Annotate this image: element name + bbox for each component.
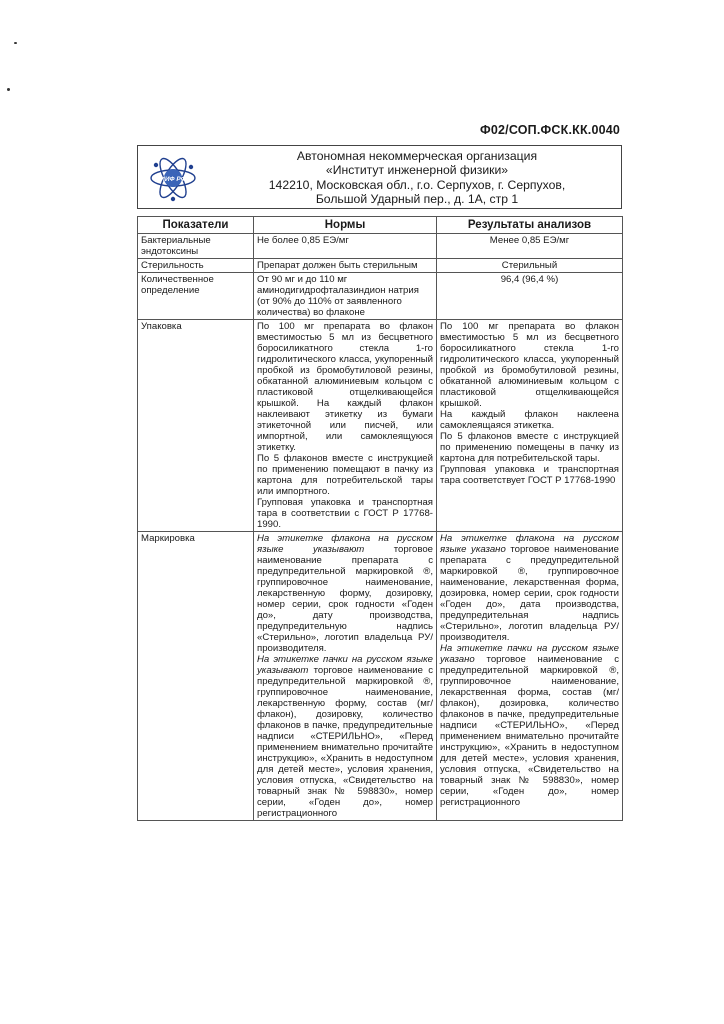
norm-assay: От 90 мг и до 110 мг аминодигидрофталазиндион натрия (от 90% до 110% от заявленного количества) во флаконе — [254, 273, 437, 320]
norm-labeling-vial-text: торговое наименование препарата с предупредительной маркировкой ®, группировочное наименование, лекарственную форму, дозировку, номер серии, срок годности «Годен до», дату производства, предупредительную надпись «Стерильно», логотип владельца РУ/производителя. — [257, 544, 433, 654]
table-row — [138, 273, 623, 320]
result-labeling-pack-intro: На этикетке пачки на русском языке указано — [440, 643, 619, 665]
table-row — [138, 320, 623, 532]
table-header-row — [138, 217, 623, 234]
norm-labeling-vial — [257, 533, 433, 654]
indicator-assay: Количественное определение — [138, 273, 254, 320]
header-indicators: Показатели — [138, 217, 254, 234]
result-packaging-p3: По 5 флаконов вместе с инструкцией по применению помещены в пачку из картона для потребительской тары. — [440, 431, 619, 464]
result-labeling — [437, 532, 623, 821]
scan-speck — [7, 88, 10, 91]
header-results: Результаты анализов — [437, 217, 623, 234]
table-row — [138, 532, 623, 821]
indicator-labeling: Маркировка — [138, 532, 254, 821]
result-endotoxins: Менее 0,85 ЕЭ/мг — [437, 234, 623, 259]
result-assay: 96,4 (96,4 %) — [437, 273, 623, 320]
norm-endotoxins: Не более 0,85 ЕЭ/мг — [254, 234, 437, 259]
organization-header — [137, 145, 622, 209]
organization-details — [213, 149, 621, 207]
document-code: Ф02/СОП.ФСК.КК.0040 — [480, 123, 621, 137]
norm-labeling — [254, 532, 437, 821]
indicator-sterility: Стерильность — [138, 259, 254, 273]
table-row — [138, 259, 623, 273]
org-address-line2: Большой Ударный пер., д. 1А, стр 1 — [315, 192, 519, 207]
org-type: Автономная некоммерческая организация — [296, 149, 538, 163]
results-table — [137, 216, 623, 821]
norm-sterility: Препарат должен быть стерильным — [254, 259, 437, 273]
result-labeling-vial — [440, 533, 619, 643]
norm-packaging-p1: По 100 мг препарата во флакон вместимостью 5 мл из бесцветного боросиликатного стекла 1-го гидролитического класса, укупоренный пробкой из бромобутиловой резины, обкатанной алюминиевым кольцом с пластиковой отщелкивающейся крышкой. На каждый флакон наклеивают этикетку из бумаги этикеточной или писчей, или импортной, или самоклеящуюся этикетку. — [257, 321, 433, 453]
result-packaging-p1: По 100 мг препарата во флакон вместимостью 5 мл из бесцветного боросиликатного стекла 1-го гидролитического класса, укупоренный пробкой из бромобутиловой резины, обкатанной алюминиевым кольцом с пластиковой отщелкивающейся крышкой. — [440, 321, 619, 409]
norm-labeling-pack-intro: На этикетке пачки на русском языке указывают — [257, 654, 433, 676]
indicator-endotoxins: Бактериальные эндотоксины — [138, 234, 254, 259]
result-packaging-p2: На каждый флакон наклеена самоклеящаяся этикетка. — [440, 409, 619, 431]
norm-packaging-p2: По 5 флаконов вместе с инструкцией по применению помещают в пачку из картона для потребительской тары или импортного. — [257, 453, 433, 497]
result-labeling-pack — [440, 643, 619, 808]
result-packaging — [437, 320, 623, 532]
org-name: «Институт инженерной физики» — [325, 163, 509, 178]
norm-labeling-vial-intro: На этикетке флакона на русском языке указывают — [257, 533, 433, 555]
norm-labeling-pack-text: торговое наименование с предупредительной маркировкой ®, группировочное наименование, лекарственную форму, состав (мг/флакон), дозировку, количество флаконов в пачке, предупредительные надписи «СТЕРИЛЬНО», «Перед применением внимательно прочитайте инструкцию», «Хранить в недоступном для детей месте», условия хранения, условия отпуска, «Свидетельство на товарный знак № 598830», номер серии, «Годен до», номер регистрационного — [257, 665, 433, 819]
org-address-line1: 142210, Московская обл., г.о. Серпухов, г. Серпухов, — [268, 177, 566, 192]
norm-packaging-p3: Групповая упаковка и транспортная тара в соответствии с ГОСТ Р 17768-1990. — [257, 497, 433, 530]
result-labeling-vial-intro: На этикетке флакона на русском языке указано — [440, 533, 619, 555]
scan-speck — [14, 42, 17, 44]
table-row — [138, 234, 623, 259]
header-norms: Нормы — [254, 217, 437, 234]
norm-labeling-pack — [257, 654, 433, 819]
result-packaging-p4: Групповая упаковка и транспортная тара соответствует ГОСТ Р 17768-1990 — [440, 464, 619, 486]
result-labeling-vial-text: торговое наименование препарата с предупредительной маркировкой ®, группировочное наименование, лекарственная форма, дозировка, номер серии, срок годности «Годен до», дата производства, предупредительная надпись «Стерильно», логотип владельца РУ/производителя. — [440, 544, 619, 643]
result-labeling-pack-text: торговое наименование с предупредительной маркировкой ®, группировочное наименование, лекарственная форма, состав (мг/флакон), дозировка, количество флаконов в пачке, предупредительные надписи «СТЕРИЛЬНО», «Перед применением внимательно прочитайте инструкцию», «Хранить в недоступном для детей месте», условия хранения, условия отпуска, «Свидетельство на товарный знак № 598830», номер серии, «Годен до», номер регистрационного — [440, 654, 619, 808]
institute-logo-icon — [148, 154, 198, 202]
indicator-packaging: Упаковка — [138, 320, 254, 532]
result-sterility: Стерильный — [437, 259, 623, 273]
logo-text: ИИФ РФ — [160, 176, 186, 183]
norm-packaging — [254, 320, 437, 532]
